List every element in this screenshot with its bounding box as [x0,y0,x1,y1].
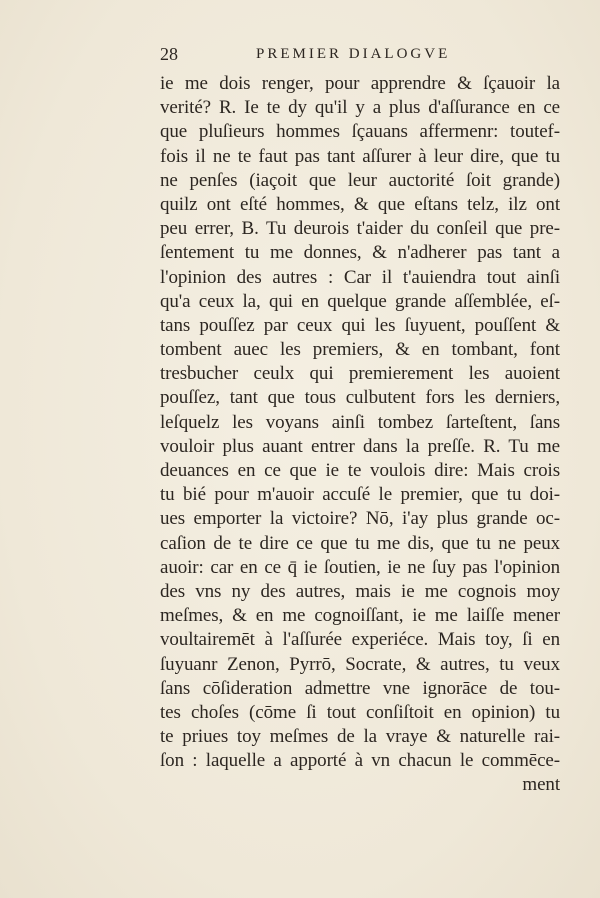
text-line: auoir: car en ce q̄ ie ſoutien, ie ne ſuy pas l'opinion [160,556,560,578]
text-line: leſquelz les voyans ainſi tombez ſarteſtent, ſans [160,411,560,433]
text-line: peu errer, B. Tu deurois t'aider du conſeil que pre- [160,218,560,240]
text-line: vouloir plus auant entrer dans la preſſe. R. Tu me [160,435,560,457]
text-line: tes choſes (cōme ſi tout conſiſtoit en opinion) tu [160,701,560,723]
text-line: ues emporter la victoire? Nō, i'ay plus grande oc- [160,508,560,530]
text-line: ie me dois renger, pour apprendre & ſçauoir la [160,73,560,94]
text-line: ſuyuanr Zenon, Pyrrō, Socrate, & autres, tu veux [160,653,560,675]
text-line: te priues toy meſmes de la vraye & naturelle rai- [160,726,560,748]
text-line: verité? R. Ie te dy qu'il y a plus d'aſſurance en ce [160,97,560,119]
text-line: tu bié pour m'auoir accuſé le premier, que tu doi- [160,484,560,506]
text-line: qu'a ceux la, qui en quelque grande aſſemblée, eſ- [160,290,560,312]
text-line: ſon : laquelle a apporté à vn chacun le commēce- [160,750,560,772]
text-line: des vns ny des autres, mais ie me cognois moy [160,580,560,602]
page-header [160,44,560,68]
text-line: ſentement tu me donnes, & n'adherer pas tant a [160,242,560,264]
catchword: ment [522,774,560,796]
text-line: que pluſieurs hommes ſçauans affermenr: toutef- [160,121,560,143]
text-line: tombent auec les premiers, & en tombant, font [160,339,560,361]
text-line: tans pouſſez par ceux qui les ſuyuent, pouſſent & [160,314,560,336]
text-line: meſmes, & en me cognoiſſant, ie me laiſſe mener [160,605,560,627]
page-number: 28 [160,44,178,64]
text-line: ne penſes (iaçoit que leur auctorité ſoit grande) [160,169,560,191]
text-line: pouſſez, tant que tous culbutent fors les derniers, [160,387,560,409]
text-line: voultairemēt à l'aſſurée experiéce. Mais toy, ſi en [160,629,560,651]
text-line: fois il ne te faut pas tant aſſurer à leur dire, que tu [160,145,560,167]
text-line: ſans cōſideration admettre vne ignorāce de tou- [160,677,560,699]
running-title: PREMIER DIALOGVE [256,46,451,62]
text-line: tresbucher ceulx qui premierement les auoient [160,363,560,385]
text-line: caſion de te dire ce que tu me dis, que tu ne peux [160,532,560,554]
text-line: deuances en ce que ie te voulois dire: Mais crois [160,460,560,481]
text-line: quilz ont eſté hommes, & que eſtans telz, ilz ont [160,193,560,215]
text-block [160,72,560,798]
text-line: l'opinion des autres : Car il t'auiendra tout ainſi [160,266,560,288]
